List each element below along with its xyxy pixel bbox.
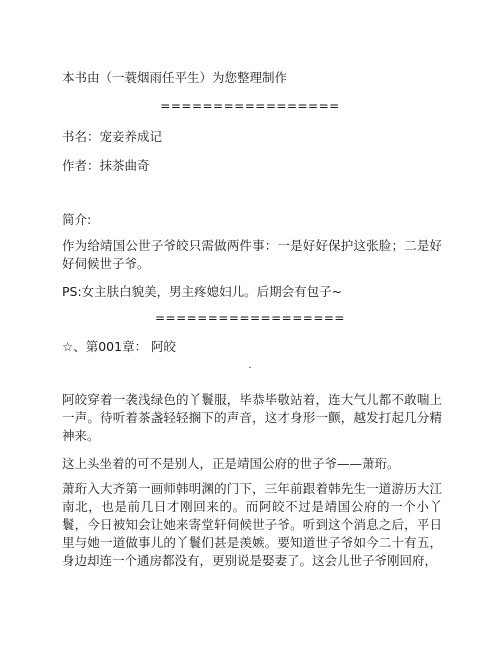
ps-note: PS:女主肤白貌美，男主疼媳妇儿。后期会有包子~ bbox=[62, 284, 343, 299]
summary-heading: 简介: bbox=[62, 212, 92, 227]
separator-top: ================= bbox=[160, 99, 340, 113]
paragraph-3: 萧珩入大齐第一画师韩明渊的门下，三年前跟着韩先生一道游历大江南北，也是前几日才刚回来的。而阿皎不过是靖国公府的一个小丫鬟，今日被知会让她来寄堂轩伺候世子爷。听到这个消息之后，平日里与她一道做事儿的丫鬟们甚是羡嫉。要知道世子爷如今二十有五，身边却连一个通房都没有，更别说是娶妻了。这会儿世子爷刚回府， bbox=[62, 481, 442, 568]
paragraph-1: 阿皎穿着一袭浅绿色的丫鬟服，毕恭毕敬站着，连大气儿都不敢喘上一声。待听着茶盏轻轻搁下的声音，这才身形一颤，越发打起几分精神来。 bbox=[62, 392, 442, 443]
book-title: 书名：宠妾养成记 bbox=[62, 129, 163, 144]
chapter-title: ☆、第001章： 阿皎 bbox=[62, 339, 177, 354]
chapter-dot: · bbox=[248, 363, 252, 374]
intro-line: 本书由（一蓑烟雨任平生）为您整理制作 bbox=[62, 70, 288, 85]
paragraph-2: 这上头坐着的可不是别人，正是靖国公府的世子爷——萧珩。 bbox=[62, 456, 400, 471]
author-line: 作者：抹茶曲奇 bbox=[62, 158, 150, 173]
separator-bottom: ================== bbox=[155, 311, 345, 325]
summary-text: 作为给靖国公世子爷皎只需做两件事：一是好好保护这张脸；二是好好伺候世子爷。 bbox=[62, 238, 442, 271]
